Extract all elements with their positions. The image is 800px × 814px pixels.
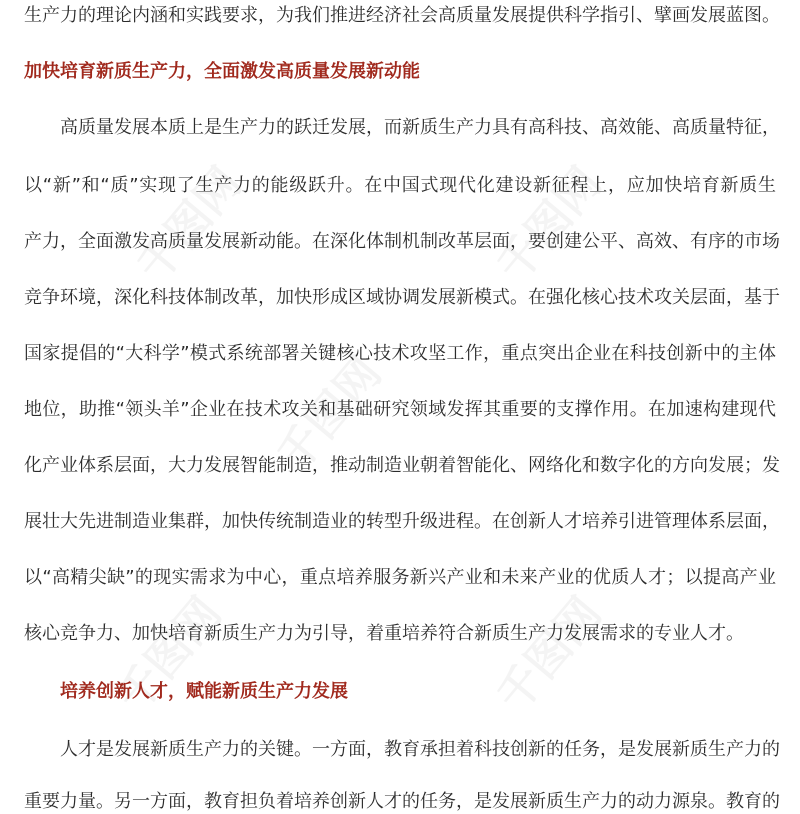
paragraph-line: 化产业体系层面，大力发展智能制造，推动制造业朝着智能化、网络化和数字化的方向发展；发: [24, 455, 780, 476]
paragraph-line: 地位，助推“领头羊”企业在技术攻关和基础研究领域发挥其重要的支撑作用。在加速构建现代: [24, 399, 776, 420]
watermark: [479, 581, 613, 723]
paragraph-line: 高质量发展本质上是生产力的跃迁发展，而新质生产力具有高科技、高效能、高质量特征，: [60, 117, 780, 138]
watermark: [119, 151, 253, 293]
paragraph-line: 以“高精尖缺”的现实需求为中心，重点培养服务新兴产业和未来产业的优质人才；以提高产业: [24, 567, 776, 588]
paragraph-line: 重要力量。另一方面，教育担负着培养创新人才的任务，是发展新质生产力的动力源泉。教育的: [24, 791, 780, 812]
watermark: [479, 151, 613, 293]
paragraph-line: 展壮大先进制造业集群，加快传统制造业的转型升级进程。在创新人才培养引进管理体系层面，: [24, 511, 780, 532]
paragraph-line: 人才是发展新质生产力的关键。一方面，教育承担着科技创新的任务，是发展新质生产力的: [60, 739, 780, 760]
paragraph-line: 竞争环境，深化科技体制改革，加快形成区域协调发展新模式。在强化核心技术攻关层面，基于: [24, 287, 780, 308]
paragraph-line: 国家提倡的“大科学”模式系统部署关键核心技术攻坚工作，重点突出企业在科技创新中的主体: [24, 343, 776, 364]
paragraph-line: 产力，全面激发高质量发展新动能。在深化体制机制改革层面，要创建公平、高效、有序的市场: [24, 231, 780, 252]
paragraph-line: 核心竞争力、加快培育新质生产力为引导，着重培养符合新质生产力发展需求的专业人才。: [24, 623, 744, 644]
section-heading: 加快培育新质生产力，全面激发高质量发展新动能: [24, 61, 420, 82]
section-heading: 培养创新人才，赋能新质生产力发展: [60, 681, 348, 702]
paragraph-line: 以“新”和“质”实现了生产力的能级跃升。在中国式现代化建设新征程上，应加快培育新质生: [24, 175, 776, 196]
paragraph-line: 生产力的理论内涵和实践要求，为我们推进经济社会高质量发展提供科学指引、擘画发展蓝图。: [24, 5, 780, 26]
